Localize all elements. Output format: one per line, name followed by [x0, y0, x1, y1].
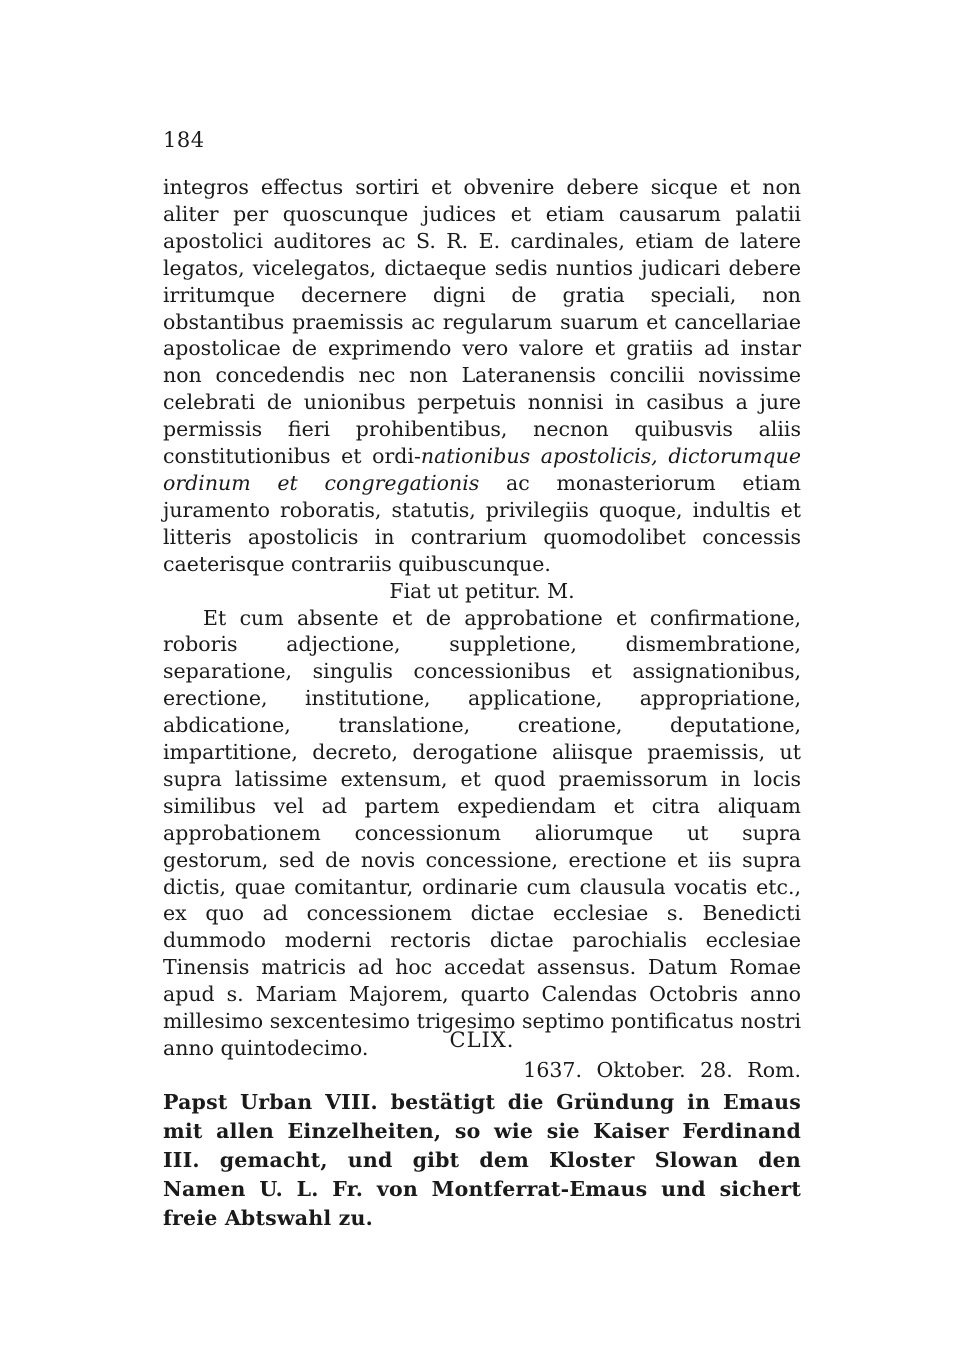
regest-summary: Papst Urban VIII. bestätigt die Gründung in Emaus mit allen Einzelheiten, so wie sie Kaiser Ferdinand III. gemacht, und gibt dem Kloster Slowan den Namen U. L. Fr. von Montferrat-Emaus und sichert freie Abtswahl zu. [163, 1090, 801, 1230]
paragraph-petition-italic: nationibus apostolicis, dictorumque ordinum et congregationis [163, 444, 801, 495]
fiat-line: Fiat ut petitur. M. [389, 578, 575, 603]
paragraph-petition-end: ac monasteriorum etiam juramento roboratis, statutis, privilegiis quoque, indultis et litteris apostolicis in contrarium quomodolibet concessis caeterisque contrariis quibuscunque. [163, 470, 801, 576]
paragraph-grant: Et cum absente et de approbatione et confirmatione, roboris adjectione, suppletione, dismembratione, separatione, singulis concessionibus et assignationibus, erectione, institutione, applicatione, appropriatione, abdicatione, translatione, creatione, deputatione, impartitione, decreto, derogatione aliisque praemissis, ut supra latissime extensum, et quod praemissorum in locis similibus vel ad partem expediendam et citra aliquam approbationem concessionum aliorumque ut supra gestorum, sed de novis concessione, erectione et iis supra dictis, quae comitantur, ordinarie cum clausula vocatis etc., ex quo ad concessionem dictae ecclesiae s. Benedicti dummodo moderni rectoris dictae parochialis ecclesiae Tinensis matricis ad hoc accedat assensus. Datum Romae apud s. Mariam Majorem, quarto Calendas Octobris anno millesimo sexcentesimo trigesimo septimo pontificatus nostri anno quintodecimo. [163, 605, 801, 1060]
main-text [163, 174, 801, 1062]
page-number: 184 [163, 128, 205, 152]
paragraph-petition-text: integros effectus sortiri et obvenire debere sicque et non aliter per quoscunque judices et etiam causarum palatii apostolici auditores ac S. R. E. cardinales, etiam de latere legatos, vicelegatos, dictaeque sedis nuntios judicari debere irritumque decernere digni de gratia speciali, non obstantibus praemissis ac regularum suarum et cancellariae apostolicae de exprimendo vero valore et gratiis ad instar non concedendis nec non Lateranensis concilii novissime celebrati de unionibus perpetuis nonnisi in casibus a jure permissis fieri prohibentibus, necnon quibusvis aliis constitutionibus et ordi- [163, 175, 801, 469]
document-number: CLIX. [449, 1028, 515, 1052]
paragraph-petition [163, 174, 801, 578]
dateline: 1637. Oktober. 28. Rom. [523, 1058, 801, 1082]
